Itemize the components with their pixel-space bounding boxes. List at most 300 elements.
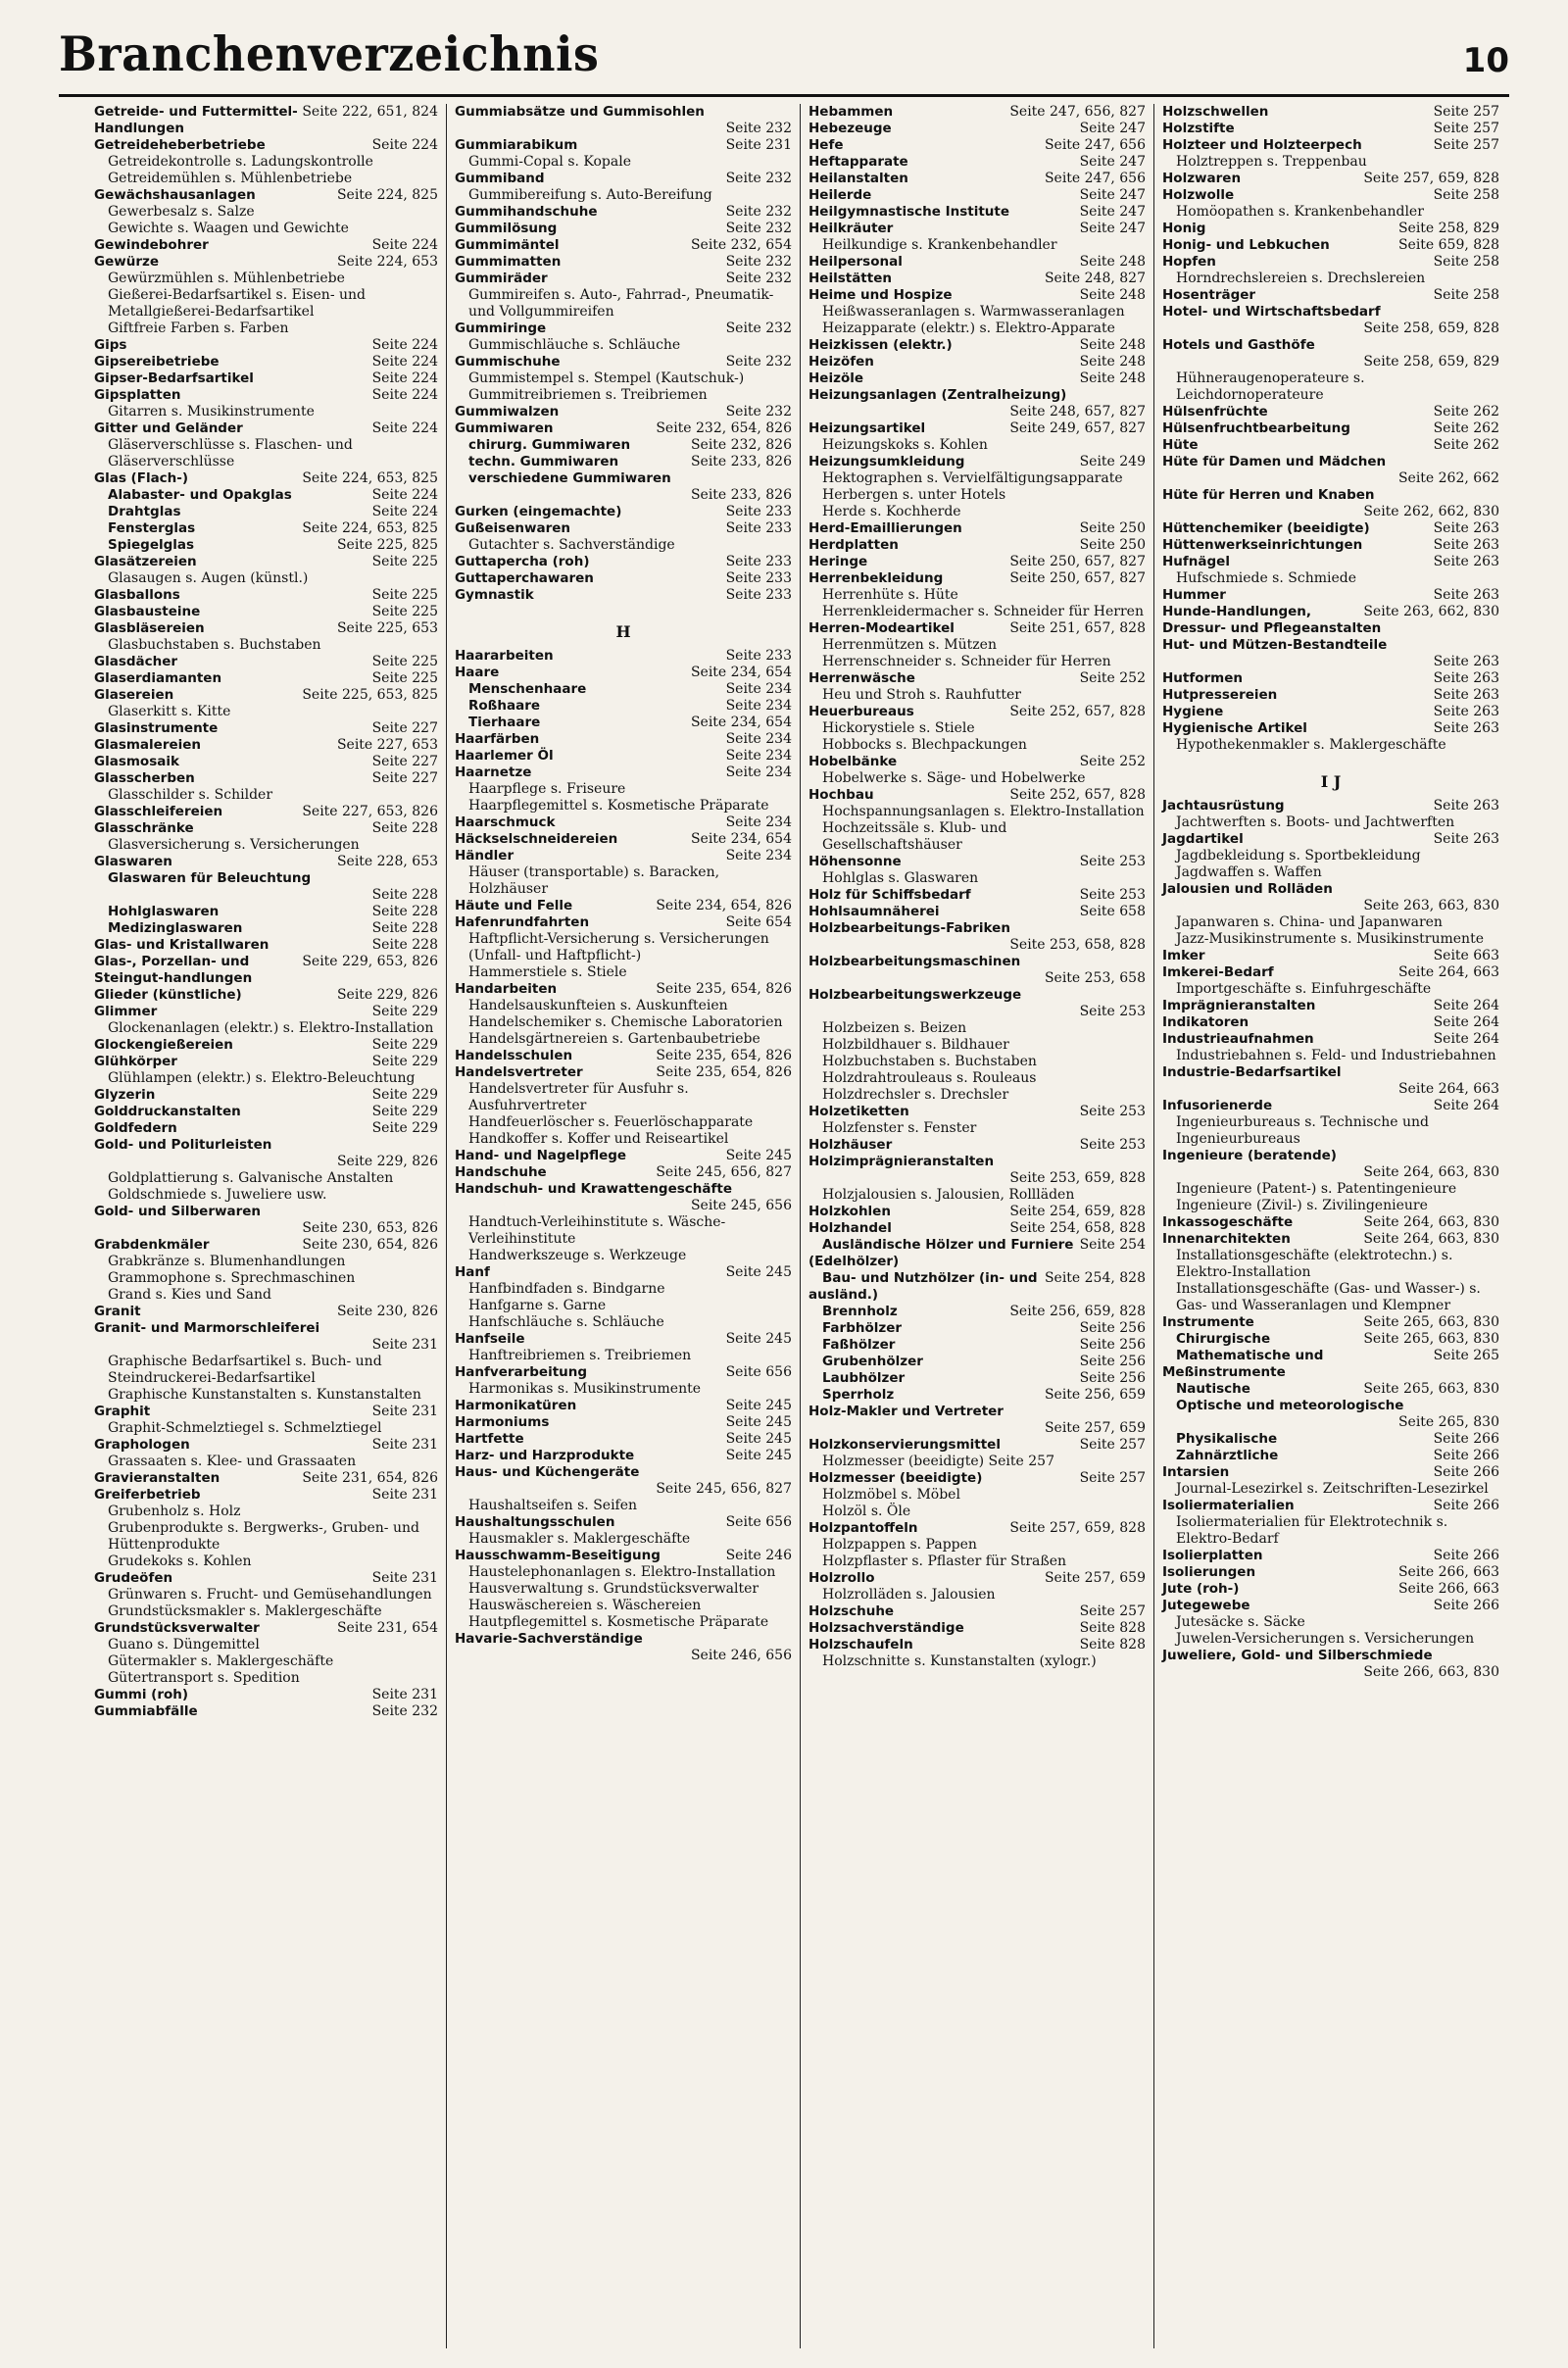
cross-reference: Gummi-Copal s. Kopale <box>468 154 632 170</box>
entry-term: Greiferbetrieb <box>94 1487 201 1503</box>
entry-page-ref: Seite 257, 659, 828 <box>1009 1520 1146 1536</box>
entry-page-ref: Seite 256, 659, 828 <box>1009 1304 1146 1319</box>
entry-page-ref: Seite 248 <box>1079 354 1146 370</box>
entry-term: Handelsvertreter <box>455 1064 583 1080</box>
entry-term: Gummiräder <box>455 271 548 286</box>
index-entry <box>1162 254 1499 287</box>
index-entry <box>808 670 1146 704</box>
cross-reference: Hanfbindfaden s. Bindgarne <box>468 1281 665 1297</box>
entry-page-ref: Seite 250 <box>1079 537 1146 553</box>
index-entry <box>455 221 792 237</box>
entry-page-ref: Seite 253 <box>1079 854 1146 869</box>
index-entry <box>1162 881 1499 948</box>
entry-page-ref: Seite 248 <box>1079 287 1146 303</box>
entry-term: Harmonikatüren <box>455 1398 577 1413</box>
entry-term: Haarlemer Öl <box>455 748 554 764</box>
cross-reference: Glasbuchstaben s. Buchstaben <box>108 637 321 653</box>
index-entry <box>455 1631 792 1664</box>
entry-page-ref: Seite 229 <box>371 1004 438 1019</box>
entry-page-ref: Seite 245 <box>725 1331 792 1347</box>
entry-page-ref: Seite 235, 654, 826 <box>656 981 792 997</box>
index-entry <box>94 1304 438 1320</box>
entry-page-ref: Seite 262 <box>1433 437 1499 453</box>
entry-term: Holzschaufeln <box>808 1637 913 1653</box>
entry-term: Hüte für Damen und Mädchen <box>1162 454 1387 469</box>
entry-term: Glimmer <box>94 1004 158 1019</box>
cross-reference: Holzdrechsler s. Drechsler <box>822 1087 1009 1103</box>
entry-page-ref: Seite 264, 663, 830 <box>1363 1214 1499 1230</box>
index-entry <box>455 271 792 321</box>
index-entry <box>455 454 792 470</box>
index-entry <box>94 187 438 237</box>
entry-page-ref: Seite 233 <box>725 570 792 586</box>
cross-reference: Harmonikas s. Musikinstrumente <box>468 1381 701 1397</box>
entry-page-ref: Seite 235, 654, 826 <box>656 1064 792 1080</box>
index-entry <box>1162 1331 1499 1348</box>
entry-term: Drahtglas <box>108 504 181 519</box>
index-entry <box>1162 171 1499 187</box>
entry-term: Herrenbekleidung <box>808 570 944 586</box>
index-entry <box>1162 520 1499 537</box>
entry-page-ref: Seite 228 <box>371 937 438 953</box>
index-entry <box>808 204 1146 221</box>
entry-term: Hopfen <box>1162 254 1216 270</box>
entry-page-ref: Seite 248 <box>1079 337 1146 353</box>
index-entry <box>808 221 1146 254</box>
entry-term: Holzrollo <box>808 1570 875 1586</box>
entry-page-ref: Seite 247, 656 <box>1044 171 1146 186</box>
entry-term: Graphologen <box>94 1437 190 1453</box>
entry-term: Getreide- und Futtermittel-Handlungen <box>94 104 298 136</box>
entry-term: Haarfärben <box>455 731 540 747</box>
entry-term: Häckselschneidereien <box>455 831 618 847</box>
entry-page-ref: Seite 233 <box>725 648 792 664</box>
index-entry <box>94 670 438 687</box>
entry-term: Gummimatten <box>455 254 562 270</box>
entry-term: Isoliermaterialien <box>1162 1498 1295 1513</box>
index-entry <box>455 470 792 504</box>
entry-page-ref: Seite 233 <box>725 587 792 603</box>
index-entry <box>1162 1431 1499 1448</box>
index-entry <box>1162 1031 1499 1064</box>
entry-page-ref: Seite 828 <box>1079 1620 1146 1636</box>
cross-reference: Handelsauskunfteien s. Auskunfteien <box>468 998 728 1013</box>
index-entry <box>455 237 792 254</box>
entry-term: techn. Gummiwaren <box>468 454 619 469</box>
cross-reference: Jazz-Musikinstrumente s. Musikinstrumente <box>1176 931 1484 947</box>
entry-page-ref: Seite 230, 653, 826 <box>302 1220 438 1236</box>
index-entry <box>808 1270 1146 1304</box>
entry-term: Holzmesser (beeidigte) <box>808 1470 983 1486</box>
index-entry <box>808 354 1146 370</box>
entry-page-ref: Seite 248, 657, 827 <box>1009 404 1146 419</box>
entry-page-ref: Seite 247, 656 <box>1044 137 1146 153</box>
entry-page-ref: Seite 225 <box>371 554 438 569</box>
cross-reference: Jachtwerften s. Boots- und Jachtwerften <box>1176 814 1455 830</box>
cross-reference: Gummibereifung s. Auto-Bereifung <box>468 187 712 203</box>
entry-page-ref: Seite 264, 663 <box>1397 964 1499 980</box>
cross-reference: Ingenieure (Zivil-) s. Zivilingenieure <box>1176 1198 1428 1213</box>
cross-reference: Grünwaren s. Frucht- und Gemüsehandlungen <box>108 1587 432 1603</box>
entry-term: Glas (Flach-) <box>94 470 189 486</box>
cross-reference: Holzbuchstaben s. Buchstaben <box>822 1054 1037 1069</box>
index-entry <box>455 570 792 587</box>
cross-reference: Herrenkleidermacher s. Schneider für Herren <box>822 604 1144 619</box>
entry-page-ref: Seite 263 <box>1433 654 1499 669</box>
entry-term: Instrumente <box>1162 1314 1254 1330</box>
index-entry <box>1162 1581 1499 1598</box>
entry-term: Glasscherben <box>94 770 195 786</box>
index-entry <box>455 171 792 204</box>
entry-term: Farbhölzer <box>822 1320 903 1336</box>
entry-page-ref: Seite 264 <box>1433 1014 1499 1030</box>
cross-reference: Haushaltseifen s. Seifen <box>468 1498 638 1513</box>
entry-term: Gipser-Bedarfsartikel <box>94 370 254 386</box>
index-entry <box>94 720 438 737</box>
entry-page-ref: Seite 225 <box>371 587 438 603</box>
entry-term: Faßhölzer <box>822 1337 896 1353</box>
entry-page-ref: Seite 262, 662, 830 <box>1363 504 1499 519</box>
entry-term: Granit- und Marmorschleiferei <box>94 1320 320 1336</box>
index-entry <box>455 1548 792 1631</box>
entry-term: Golddruckanstalten <box>94 1104 241 1119</box>
index-entry <box>455 404 792 420</box>
entry-page-ref: Seite 254 <box>1079 1237 1146 1253</box>
entry-page-ref: Seite 252, 657, 828 <box>1009 704 1146 719</box>
entry-term: Heilpersonal <box>808 254 903 270</box>
index-entry <box>1162 104 1499 121</box>
index-entry <box>1162 587 1499 604</box>
entry-page-ref: Seite 234, 654 <box>690 715 792 730</box>
entry-term: Gitter und Geländer <box>94 420 243 436</box>
cross-reference: Guano s. Düngemittel <box>108 1637 260 1653</box>
index-entry <box>808 254 1146 271</box>
index-entry <box>455 1331 792 1364</box>
page-header <box>59 27 1509 86</box>
entry-term: Heilanstalten <box>808 171 908 186</box>
index-entry <box>1162 554 1499 587</box>
entry-page-ref: Seite 234 <box>725 765 792 780</box>
index-entry <box>1162 1464 1499 1498</box>
entry-page-ref: Seite 229 <box>371 1104 438 1119</box>
entry-term: Intarsien <box>1162 1464 1230 1480</box>
index-entry <box>1162 964 1499 998</box>
index-entry <box>94 537 438 554</box>
cross-reference: Journal-Lesezirkel s. Zeitschriften-Lesezirkel <box>1176 1481 1489 1497</box>
entry-term: Gipsereibetriebe <box>94 354 220 370</box>
entry-page-ref: Seite 245 <box>725 1414 792 1430</box>
entry-page-ref: Seite 232 <box>725 404 792 419</box>
entry-page-ref: Seite 233, 826 <box>690 454 792 469</box>
entry-page-ref: Seite 253 <box>1079 1004 1146 1019</box>
index-entry <box>94 1687 438 1703</box>
entry-term: Herd-Emaillierungen <box>808 520 962 536</box>
entry-term: Gummiabsätze und Gummisohlen <box>455 104 705 120</box>
index-entry <box>94 1570 438 1620</box>
cross-reference: Holzöl s. Öle <box>822 1504 911 1519</box>
index-entry <box>455 554 792 570</box>
entry-page-ref: Seite 225 <box>371 670 438 686</box>
entry-term: Hanf <box>455 1264 490 1280</box>
cross-reference: Goldplattierung s. Galvanische Anstalten <box>108 1170 394 1186</box>
entry-page-ref: Seite 253, 658, 828 <box>1009 937 1146 953</box>
cross-reference: Herde s. Kochherde <box>822 504 961 519</box>
entry-page-ref: Seite 224, 825 <box>336 187 438 203</box>
cross-reference: Holzmöbel s. Möbel <box>822 1487 960 1503</box>
index-entry <box>1162 454 1499 487</box>
index-entry <box>455 321 792 354</box>
cross-reference: Grabkränze s. Blumenhandlungen <box>108 1254 346 1269</box>
cross-reference: Hammerstiele s. Stiele <box>468 964 627 980</box>
entry-page-ref: Seite 224 <box>371 237 438 253</box>
index-entry <box>808 337 1146 354</box>
entry-term: Hüttenchemiker (beeidigte) <box>1162 520 1370 536</box>
entry-term: Harmoniums <box>455 1414 550 1430</box>
entry-term: Gewächshausanlagen <box>94 187 256 203</box>
cross-reference: Handelschemiker s. Chemische Laboratorien <box>468 1014 783 1030</box>
cross-reference: Ingenieurbureaus s. Technische und Ingenieurbureaus <box>1176 1114 1429 1147</box>
index-entry <box>94 1404 438 1437</box>
entry-page-ref: Seite 232 <box>725 221 792 236</box>
entry-term: Gravieranstalten <box>94 1470 220 1486</box>
entry-page-ref: Seite 257, 659, 828 <box>1363 171 1499 186</box>
entry-page-ref: Seite 249, 657, 827 <box>1009 420 1146 436</box>
cross-reference: Holzfenster s. Fenster <box>822 1120 977 1136</box>
entry-page-ref: Seite 245 <box>725 1448 792 1463</box>
entry-page-ref: Seite 256 <box>1079 1337 1146 1353</box>
index-entry <box>808 787 1146 854</box>
index-entry <box>808 1404 1146 1437</box>
entry-term: Herdplatten <box>808 537 899 553</box>
entry-term: Holzteer und Holzteerpech <box>1162 137 1362 153</box>
index-entry <box>94 687 438 720</box>
entry-page-ref: Seite 252, 657, 828 <box>1009 787 1146 803</box>
index-entry <box>455 1414 792 1431</box>
index-entry <box>1162 948 1499 964</box>
entry-term: Juweliere, Gold- und Silberschmiede <box>1162 1648 1433 1663</box>
entry-term: Glasballons <box>94 587 180 603</box>
index-entry <box>1162 1381 1499 1398</box>
entry-term: Laubhölzer <box>822 1370 906 1386</box>
cross-reference: Haarpflegemittel s. Kosmetische Präparate <box>468 798 769 814</box>
entry-page-ref: Seite 231, 654 <box>336 1620 438 1636</box>
entry-page-ref: Seite 245 <box>725 1431 792 1447</box>
index-entry <box>94 1120 438 1137</box>
entry-term: Imkerei-Bedarf <box>1162 964 1274 980</box>
cross-reference: Handkoffer s. Koffer und Reiseartikel <box>468 1131 729 1147</box>
cross-reference: Gummischläuche s. Schläuche <box>468 337 681 353</box>
entry-page-ref: Seite 263 <box>1433 798 1499 814</box>
entry-page-ref: Seite 258, 659, 829 <box>1363 354 1499 370</box>
entry-page-ref: Seite 258, 829 <box>1397 221 1499 236</box>
entry-page-ref: Seite 224 <box>371 420 438 436</box>
entry-term: Hummer <box>1162 587 1226 603</box>
entry-page-ref: Seite 263, 662, 830 <box>1363 604 1499 619</box>
entry-page-ref: Seite 232, 826 <box>690 437 792 453</box>
index-entry <box>1162 637 1499 670</box>
index-entry <box>1162 1214 1499 1231</box>
entry-page-ref: Seite 228 <box>371 920 438 936</box>
cross-reference: Goldschmiede s. Juweliere usw. <box>108 1187 327 1203</box>
cross-reference: Hanfschläuche s. Schläuche <box>468 1314 664 1330</box>
index-entry <box>1162 1098 1499 1148</box>
index-entry <box>808 1570 1146 1603</box>
entry-page-ref: Seite 235, 654, 826 <box>656 1048 792 1063</box>
entry-term: Gips <box>94 337 127 353</box>
index-entry <box>808 387 1146 420</box>
entry-page-ref: Seite 228 <box>371 820 438 836</box>
entry-page-ref: Seite 234 <box>725 681 792 697</box>
index-entry <box>455 587 792 604</box>
index-entry <box>1162 1014 1499 1031</box>
entry-page-ref: Seite 266 <box>1433 1431 1499 1447</box>
entry-term: Glockengießereien <box>94 1037 233 1053</box>
cross-reference: Gießerei-Bedarfsartikel s. Eisen- und Metallgießerei-Bedarfsartikel <box>108 287 366 320</box>
index-entry <box>94 1137 438 1204</box>
cross-reference: Herrenschneider s. Schneider für Herren <box>822 654 1111 669</box>
index-entry <box>94 737 438 754</box>
entry-page-ref: Seite 224 <box>371 387 438 403</box>
index-entry <box>94 104 438 137</box>
entry-page-ref: Seite 234 <box>725 748 792 764</box>
index-entry <box>1162 121 1499 137</box>
entry-page-ref: Seite 245, 656 <box>690 1198 792 1213</box>
entry-term: Medizinglaswaren <box>108 920 243 936</box>
cross-reference: Ingenieure (Patent-) s. Patentingenieure <box>1176 1181 1457 1197</box>
cross-reference: Graphische Kunstanstalten s. Kunstanstalten <box>108 1387 421 1403</box>
entry-term: Gold- und Silberwaren <box>94 1204 261 1219</box>
cross-reference: Handelsvertreter für Ausfuhr s. Ausfuhrvertreter <box>468 1081 689 1113</box>
cross-reference: Holzpappen s. Pappen <box>822 1537 977 1553</box>
index-entry <box>94 470 438 487</box>
entry-term: Hut- und Mützen-Bestandteile <box>1162 637 1388 653</box>
entry-term: Glasschleifereien <box>94 804 223 819</box>
entry-page-ref: Seite 253 <box>1079 1137 1146 1153</box>
cross-reference: Gummitreibriemen s. Treibriemen <box>468 387 708 403</box>
entry-page-ref: Seite 659, 828 <box>1397 237 1499 253</box>
cross-reference: Jagdwaffen s. Waffen <box>1176 864 1322 880</box>
entry-page-ref: Seite 266, 663 <box>1397 1581 1499 1597</box>
cross-reference: Haustelephonanlagen s. Elektro-Installation <box>468 1564 776 1580</box>
entry-page-ref: Seite 256 <box>1079 1354 1146 1369</box>
cross-reference: Glasversicherung s. Versicherungen <box>108 837 360 853</box>
index-entry <box>455 731 792 748</box>
entry-term: Heilkräuter <box>808 221 894 236</box>
cross-reference: Gewürzmühlen s. Mühlenbetriebe <box>108 271 345 286</box>
entry-page-ref: Seite 232 <box>725 121 792 136</box>
entry-term: Alabaster- und Opakglas <box>108 487 292 503</box>
index-entry <box>94 854 438 870</box>
index-entry <box>94 370 438 387</box>
cross-reference: Glasschilder s. Schilder <box>108 787 273 803</box>
entry-term: Holzkohlen <box>808 1204 891 1219</box>
entry-page-ref: Seite 225, 653 <box>336 620 438 636</box>
index-entry <box>94 1004 438 1037</box>
index-entry <box>455 848 792 898</box>
entry-term: Bau- und Nutzhölzer (in- und ausländ.) <box>808 1270 1038 1303</box>
entry-term: Hand- und Nagelpflege <box>455 1148 627 1163</box>
cross-reference: Gewichte s. Waagen und Gewichte <box>108 221 349 236</box>
index-entry <box>1162 1564 1499 1581</box>
entry-page-ref: Seite 252 <box>1079 754 1146 769</box>
entry-page-ref: Seite 233 <box>725 520 792 536</box>
cross-reference: Gütertransport s. Spedition <box>108 1670 300 1686</box>
index-entry <box>94 1703 438 1720</box>
entry-page-ref: Seite 234 <box>725 698 792 714</box>
index-entry <box>1162 137 1499 171</box>
cross-reference: Handwerkszeuge s. Werkzeuge <box>468 1248 687 1263</box>
entry-page-ref: Seite 266 <box>1433 1548 1499 1563</box>
entry-term: Goldfedern <box>94 1120 177 1136</box>
cross-reference: Giftfreie Farben s. Farben <box>108 321 289 336</box>
entry-term: Gummiringe <box>455 321 547 336</box>
entry-page-ref: Seite 225 <box>371 654 438 669</box>
entry-term: Heizöle <box>808 370 863 386</box>
entry-page-ref: Seite 266 <box>1433 1598 1499 1613</box>
page-title: Branchenverzeichnis <box>59 25 600 82</box>
entry-page-ref: Seite 266, 663 <box>1397 1564 1499 1580</box>
index-entry <box>94 254 438 337</box>
entry-term: Grundstücksverwalter <box>94 1620 260 1636</box>
entry-term: Hartfette <box>455 1431 524 1447</box>
entry-term: Grubenhölzer <box>822 1354 923 1369</box>
index-entry <box>94 237 438 254</box>
cross-reference: Importgeschäfte s. Einfuhrgeschäfte <box>1176 981 1432 997</box>
entry-page-ref: Seite 263 <box>1433 670 1499 686</box>
entry-term: Guttapercha (roh) <box>455 554 590 569</box>
entry-term: Glaswaren <box>94 854 172 869</box>
cross-reference: Hausverwaltung s. Grundstücksverwalter <box>468 1581 760 1597</box>
entry-page-ref: Seite 229, 826 <box>336 1154 438 1169</box>
index-entry <box>1162 704 1499 720</box>
cross-reference: Glaserkitt s. Kitte <box>108 704 231 719</box>
entry-term: Hobelbänke <box>808 754 898 769</box>
index-entry <box>94 954 438 987</box>
entry-term: Honig- und Lebkuchen <box>1162 237 1330 253</box>
entry-page-ref: Seite 229 <box>371 1120 438 1136</box>
index-entry <box>455 1264 792 1331</box>
entry-term: Industrie-Bedarfsartikel <box>1162 1064 1342 1080</box>
index-entry <box>808 904 1146 920</box>
entry-term: Gummiwalzen <box>455 404 560 419</box>
index-entry <box>94 420 438 470</box>
entry-page-ref: Seite 231 <box>371 1437 438 1453</box>
index-entry <box>1162 487 1499 520</box>
index-entry <box>808 754 1146 787</box>
entry-page-ref: Seite 227, 653 <box>336 737 438 753</box>
entry-term: Hutformen <box>1162 670 1244 686</box>
entry-page-ref: Seite 265, 830 <box>1397 1414 1499 1430</box>
entry-term: Roßhaare <box>468 698 541 714</box>
entry-term: Hohlglaswaren <box>108 904 220 919</box>
entry-term: Gymnastik <box>455 587 534 603</box>
cross-reference: Installationsgeschäfte (Gas- und Wasser-) s. Gas- und Wasseranlagen und Klempner <box>1176 1281 1481 1313</box>
entry-page-ref: Seite 247 <box>1079 187 1146 203</box>
entry-term: Hufnägel <box>1162 554 1230 569</box>
index-entry <box>1162 1231 1499 1314</box>
index-entry <box>94 620 438 654</box>
entry-page-ref: Seite 225 <box>371 604 438 619</box>
cross-reference: Jutesäcke s. Säcke <box>1176 1614 1305 1630</box>
index-entry <box>94 1470 438 1487</box>
index-entry <box>94 1054 438 1087</box>
entry-page-ref: Seite 253, 659, 828 <box>1009 1170 1146 1186</box>
index-entry <box>808 154 1146 171</box>
entry-page-ref: Seite 254, 659, 828 <box>1009 1204 1146 1219</box>
entry-term: Hosenträger <box>1162 287 1256 303</box>
cross-reference: Jagdbekleidung s. Sportbekleidung <box>1176 848 1421 863</box>
index-entry <box>808 1437 1146 1470</box>
